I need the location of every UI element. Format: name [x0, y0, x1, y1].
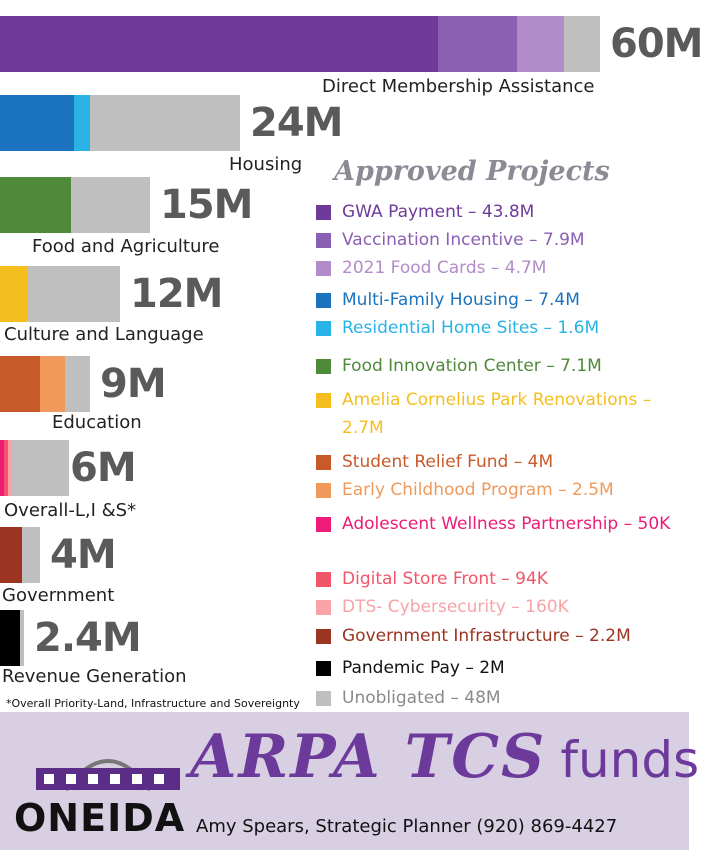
legend-label: Digital Store Front – 94K — [342, 569, 548, 589]
main-title — [190, 722, 699, 792]
legend-label: Amelia Cornelius Park Renovations – 2.7M — [342, 390, 652, 438]
legend-label: Pandemic Pay – 2M — [342, 658, 505, 678]
legend-swatch — [316, 629, 331, 644]
wampum-band-icon — [36, 768, 180, 790]
bar-segment — [65, 356, 90, 412]
bar-segment — [0, 440, 4, 496]
legend-item — [316, 510, 686, 538]
legend-swatch — [316, 393, 331, 408]
legend-item — [316, 254, 686, 282]
bar-segment — [20, 610, 24, 666]
legend-label: Adolescent Wellness Partnership – 50K — [342, 514, 671, 534]
category-label: Direct Membership Assistance — [322, 76, 595, 97]
bar-segment — [517, 16, 564, 72]
legend-swatch — [316, 455, 331, 470]
bar-total-label: 4M — [50, 532, 116, 578]
bar-segment — [0, 177, 71, 233]
legend-label: Residential Home Sites – 1.6M — [342, 318, 600, 338]
oneida-logo-text: ONEIDA — [14, 796, 186, 840]
bar-segment — [8, 440, 12, 496]
legend-label: GWA Payment – 43.8M — [342, 202, 535, 222]
legend-swatch — [316, 293, 331, 308]
legend-item — [316, 654, 686, 682]
category-label: Government — [2, 585, 115, 606]
bar-segment — [564, 16, 600, 72]
bar-segment — [0, 16, 438, 72]
category-label: Housing — [229, 154, 303, 175]
legend-swatch — [316, 517, 331, 532]
legend-label: Unobligated – 48M — [342, 688, 501, 708]
legend-item — [316, 476, 686, 504]
bar-segment — [0, 266, 27, 322]
footnote: *Overall Priority-Land, Infrastructure and Sovereignty — [6, 697, 300, 710]
legend-item — [316, 198, 686, 226]
legend-label: DTS- Cybersecurity – 160K — [342, 597, 569, 617]
legend-item — [316, 684, 686, 712]
bar-segment — [0, 356, 40, 412]
legend-item — [316, 448, 686, 476]
legend-item — [316, 226, 686, 254]
bar-segment — [74, 95, 90, 151]
legend-label: Vaccination Incentive – 7.9M — [342, 230, 585, 250]
legend-swatch — [316, 572, 331, 587]
legend-swatch — [316, 233, 331, 248]
bar-total-label: 24M — [250, 100, 343, 146]
bar-segment — [0, 610, 20, 666]
legend-swatch — [316, 600, 331, 615]
legend-swatch — [316, 661, 331, 676]
legend-item — [316, 386, 686, 442]
bar-total-label: 6M — [70, 445, 136, 491]
bar-segment — [90, 95, 240, 151]
legend-item — [316, 622, 686, 650]
legend-item — [316, 565, 686, 593]
bar-segment — [71, 177, 150, 233]
legend-swatch — [316, 321, 331, 336]
legend-item — [316, 286, 686, 314]
category-label: Food and Agriculture — [32, 236, 220, 257]
bar-segment — [438, 16, 517, 72]
legend-swatch — [316, 483, 331, 498]
category-label: Culture and Language — [4, 324, 204, 345]
legend-swatch — [316, 359, 331, 374]
bar-segment — [27, 266, 120, 322]
contact-line: Amy Spears, Strategic Planner (920) 869-4427 — [196, 816, 618, 837]
bar-total-label: 15M — [160, 182, 253, 228]
bar-segment — [22, 527, 40, 583]
legend-title: Approved Projects — [334, 156, 610, 187]
bar-segment — [0, 527, 22, 583]
bar-segment — [0, 95, 74, 151]
bar-total-label: 12M — [130, 271, 223, 317]
legend-swatch — [316, 205, 331, 220]
legend-item — [316, 314, 686, 342]
bar-segment — [40, 356, 65, 412]
category-label: Revenue Generation — [2, 666, 187, 687]
legend-label: 2021 Food Cards – 4.7M — [342, 258, 547, 278]
legend-item — [316, 352, 686, 380]
category-label: Education — [52, 412, 142, 433]
legend-swatch — [316, 261, 331, 276]
category-label: Overall-L,I &S* — [4, 500, 137, 521]
bar-total-label: 60M — [610, 21, 702, 67]
title-main: ARPA TCS — [190, 722, 547, 792]
legend-label: Student Relief Fund – 4M — [342, 452, 554, 472]
bar-segment — [4, 440, 8, 496]
bar-segment — [12, 440, 69, 496]
title-suffix: funds — [560, 731, 700, 789]
legend-label: Early Childhood Program – 2.5M — [342, 480, 614, 500]
legend-swatch — [316, 691, 331, 706]
legend-label: Multi-Family Housing – 7.4M — [342, 290, 580, 310]
legend-label: Food Innovation Center – 7.1M — [342, 356, 602, 376]
legend-item — [316, 593, 686, 621]
bar-total-label: 9M — [100, 361, 166, 407]
legend-label: Government Infrastructure – 2.2M — [342, 626, 631, 646]
bar-total-label: 2.4M — [34, 615, 141, 661]
